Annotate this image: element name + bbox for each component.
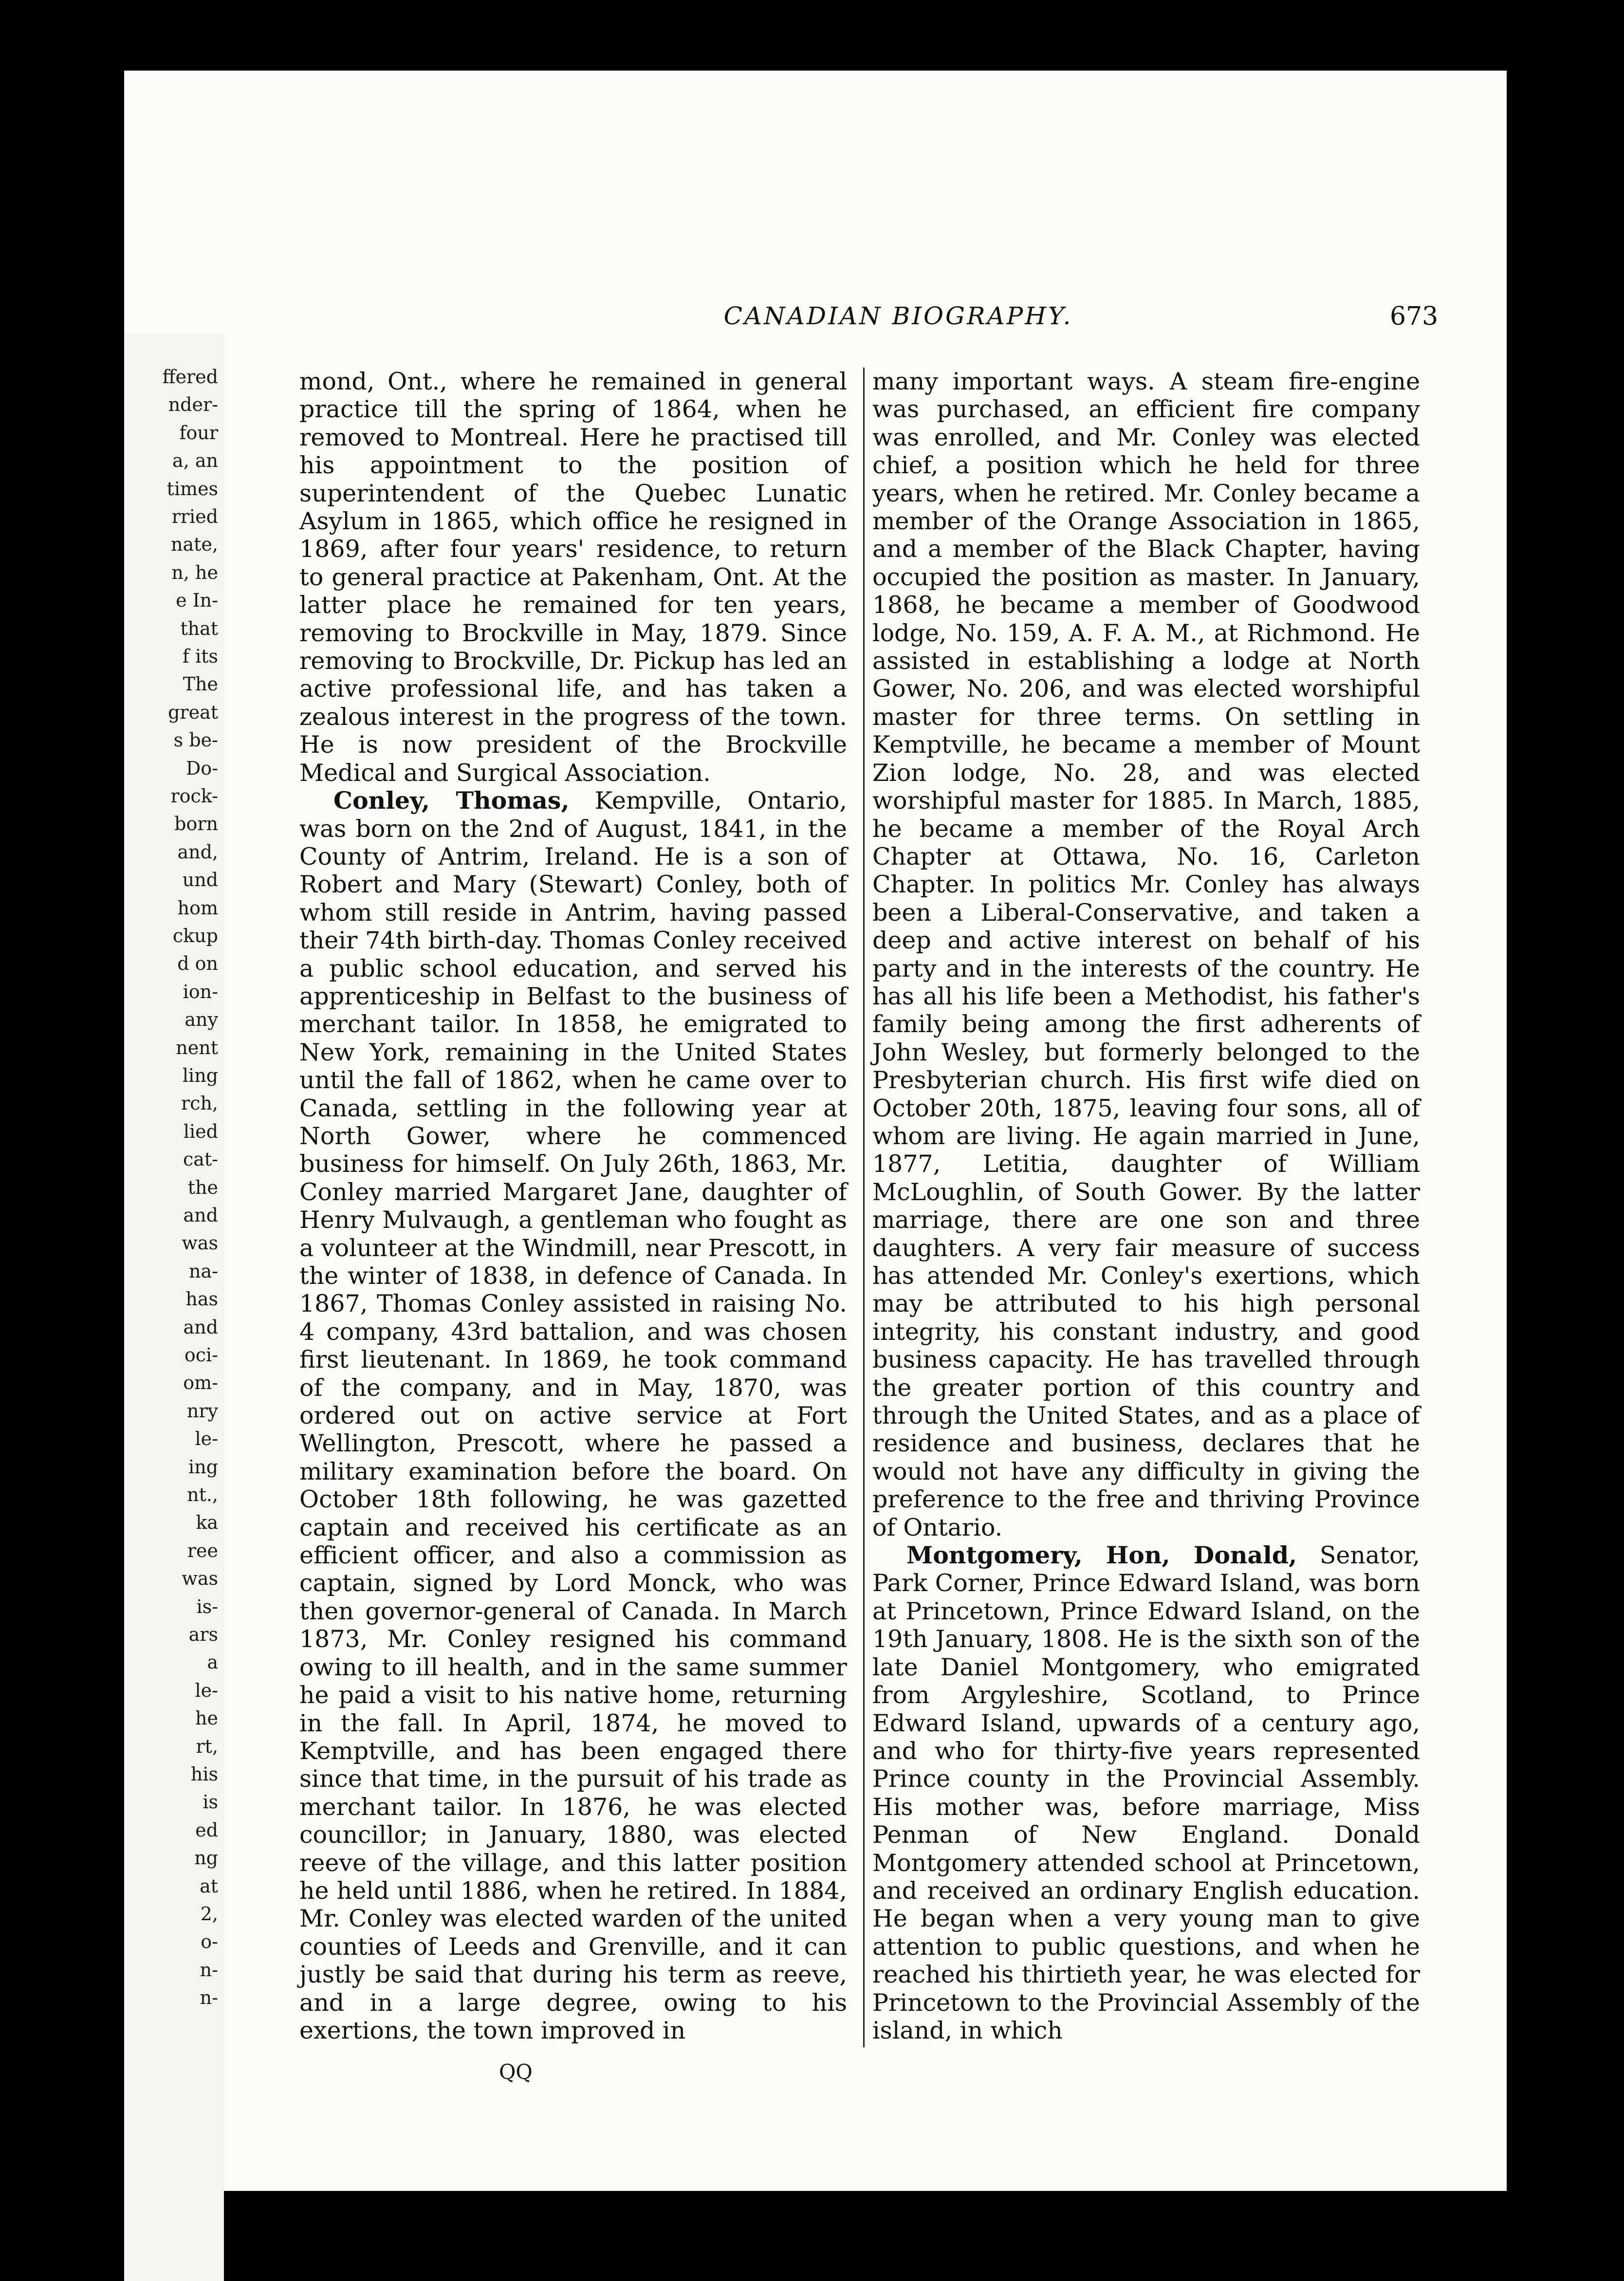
pickup-entry-continuation: mond, Ont., where he remained in general practice till the spring of 1864, when he removed to Montreal. Here he practised till his appointment to the position of superintendent of the Quebec Lunatic Asylum in 1865, which office he resigned in 1869, after four years' residence, to return to general practice at Pakenham, Ont. At the latter place he remained for ten years, removing to Brockville in May, 1879. Since removing to Brockville, Dr. Pickup has led an active professional life, and has taken a zealous interest in the progress of the town. He is now president of the Brockville Medical and Surgical Association. — [299, 368, 847, 787]
previous-page-fragment: and — [183, 1316, 218, 1338]
previous-page-fragment: Do- — [185, 757, 218, 779]
previous-page-fragment: a, an — [172, 450, 218, 472]
previous-page-fragment: ng — [194, 1847, 218, 1869]
previous-page-fragment: nder- — [168, 394, 218, 416]
previous-page-fragment: rried — [171, 506, 218, 527]
previous-page-fragment: le- — [195, 1428, 218, 1450]
previous-page-fragment: f its — [182, 646, 218, 667]
previous-page-fragment: a — [207, 1651, 218, 1673]
previous-page-fragment: d on — [177, 953, 218, 975]
conley-entry — [299, 787, 847, 2044]
entry-text: Senator, Park Corner, Prince Edward Island, was born at Princetown, Prince Edward Island, on the 19th January, 1808. He is the sixth son of the late Daniel Montgomery, who emigrated from Argyleshire, Scotland, to Prince Edward Island, upwards of a century ago, and who for thirty-five years represented Prince county in the Provincial Assembly. His mother was, before marriage, Miss Penman of New England. Donald Montgomery attended school at Princetown, and received an ordinary English education. He began when a very young man to give attention to public questions, and when he reached his thirtieth year, he was elected for Princetown to the Provincial Assembly of the island, in which — [872, 1541, 1420, 2044]
entry-name: Montgomery, Hon, Donald, — [906, 1541, 1297, 1570]
previous-page-fragment: hom — [177, 897, 218, 919]
previous-page-fragment: is — [203, 1791, 218, 1813]
page-number: 673 — [1390, 302, 1439, 331]
previous-page-fragment: born — [174, 813, 218, 835]
conley-entry-continuation: many important ways. A steam fire-engine was purchased, an efficient fire company was enrolled, and Mr. Conley was elected chief, a position which he held for three years, when he retired. Mr. Conley became a member of the Orange Association in 1865, and a member of the Black Chapter, having occupied the position as master. In January, 1868, he became a member of Goodwood lodge, No. 159, A. F. A. M., at Richmond. He assisted in establishing a lodge at North Gower, No. 206, and was elected worshipful master for three terms. On settling in Kemptville, he became a member of Mount Zion lodge, No. 28, and was elected worshipful master for 1885. In March, 1885, he became a member of the Royal Arch Chapter at Ottawa, No. 16, Carleton Chapter. In politics Mr. Conley has always been a Liberal-Conservative, and taken a deep and active interest on behalf of his party and in the interests of the country. He has all his life been a Methodist, his father's family being among the first adherents of John Wesley, but formerly belonged to the Presbyterian church. His first wife died on October 20th, 1875, leaving four sons, all of whom are living. He again married in June, 1877, Letitia, daughter of William McLoughlin, of South Gower. By the latter marriage, there are one son and three daughters. A very fair measure of success has attended Mr. Conley's exertions, which may be attributed to his high personal integrity, his constant industry, and good business capacity. He has travelled through the greater portion of this country and through the United States, and as a place of residence and business, declares that he would not have any difficulty in giving the preference to the free and thriving Province of Ontario. — [872, 368, 1420, 1541]
previous-page-fragment: s be- — [173, 729, 218, 751]
entry-name: Conley, Thomas, — [333, 786, 570, 815]
previous-page-fragment: great — [168, 701, 218, 723]
previous-page-fragment: nate, — [171, 534, 218, 556]
previous-page-fragment: ka — [196, 1512, 218, 1534]
previous-page-fragment: ed — [195, 1819, 218, 1841]
previous-page-fragment: e In- — [176, 590, 218, 612]
previous-page-fragment: ling — [182, 1065, 218, 1086]
previous-page-fragment: n- — [200, 1959, 218, 1981]
previous-page-fragment: and — [183, 1205, 218, 1226]
previous-page-fragment: his — [190, 1763, 218, 1785]
previous-page-fragment: nry — [186, 1400, 218, 1422]
running-header: CANADIAN BIOGRAPHY. — [723, 302, 1073, 330]
previous-page-fragment: cat- — [183, 1149, 218, 1170]
previous-page-fragment: ars — [188, 1624, 218, 1645]
entry-text: Kempville, Ontario, was born on the 2nd of August, 1841, in the County of Antrim, Ireland. He is a son of Robert and Mary (Stewart) Conley, both of whom still reside in Antrim, having passed their 74th birth-day. Thomas Conley received a public school education, and served his apprenticeship in Belfast to the business of merchant tailor. In 1858, he emigrated to New York, remaining in the United States until the fall of 1862, when he came over to Canada, settling in the following year at North Gower, where he commenced business for himself. On July 26th, 1863, Mr. Conley married Margaret Jane, daughter of Henry Mulvaugh, a gentleman who fought as a volunteer at the Windmill, near Prescott, in the winter of 1838, in defence of Canada. In 1867, Thomas Conley assisted in raising No. 4 company, 43rd battalion, and was chosen first lieutenant. In 1869, he took command of the company, and in May, 1870, was ordered out on active service at Fort Wellington, Prescott, where he passed a military examination before the board. On October 18th following, he was gazetted captain and received his certificate as an efficient officer, and also a commission as captain, signed by Lord Monck, who was then governor-general of Canada. In March 1873, Mr. Conley resigned his command owing to ill health, and in the same summer he paid a visit to his native home, returning in the fall. In April, 1874, he moved to Kemptville, and has been engaged there since that time, in the pursuit of his trade as merchant tailor. In 1876, he was elected councillor; in January, 1880, was elected reeve of the village, and this latter position he held until 1886, when he retired. In 1884, Mr. Conley was elected warden of the united counties of Leeds and Grenville, and it can justly be said that during his term as reeve, and in a large degree, owing to his exertions, the town improved in — [299, 787, 847, 2044]
previous-page-fragment: was — [182, 1568, 218, 1590]
previous-page-fragment: nent — [176, 1037, 218, 1058]
previous-page-fragment: four — [179, 422, 218, 444]
previous-page-fragment: ree — [187, 1539, 218, 1561]
previous-page-fragment: was — [182, 1232, 218, 1254]
previous-page-fragment: na- — [189, 1260, 218, 1282]
previous-page-fragment: ckup — [172, 925, 218, 946]
previous-page-fragment: oci- — [184, 1344, 218, 1366]
previous-page-fragment: The — [183, 673, 218, 695]
right-column — [872, 368, 1420, 2044]
montgomery-entry — [872, 1541, 1420, 2044]
previous-page-edge — [124, 334, 224, 2281]
previous-page-fragment: n- — [200, 1987, 218, 2009]
left-column — [299, 368, 847, 2044]
previous-page-fragment: n, he — [171, 561, 218, 583]
book-page — [124, 71, 1507, 2191]
previous-page-fragment: lied — [183, 1120, 218, 1142]
previous-page-fragment: rock- — [170, 785, 218, 807]
previous-page-fragment: has — [185, 1288, 218, 1310]
previous-page-fragment: 2, — [200, 1903, 218, 1925]
previous-page-fragment: the — [187, 1176, 218, 1198]
previous-page-fragment: rt, — [196, 1735, 218, 1757]
previous-page-fragment: o- — [201, 1931, 218, 1953]
previous-page-fragment: any — [185, 1009, 218, 1031]
previous-page-fragment: at — [200, 1875, 218, 1897]
previous-page-fragment: is- — [196, 1595, 218, 1617]
previous-page-fragment: rch, — [181, 1093, 218, 1114]
previous-page-fragment: om- — [183, 1372, 218, 1394]
previous-page-fragment: and, — [177, 841, 218, 863]
previous-page-fragment: le- — [195, 1679, 218, 1701]
previous-page-fragment: ffered — [162, 366, 218, 388]
column-divider — [863, 368, 865, 2047]
previous-page-fragment: ing — [188, 1456, 218, 1478]
previous-page-fragment: that — [180, 617, 218, 639]
previous-page-fragment: und — [182, 869, 218, 891]
previous-page-fragment: times — [166, 478, 218, 500]
previous-page-fragment: ion- — [183, 981, 218, 1002]
signature-mark: QQ — [499, 2060, 533, 2084]
previous-page-fragment: he — [195, 1707, 218, 1729]
previous-page-fragment: nt., — [187, 1484, 218, 1505]
